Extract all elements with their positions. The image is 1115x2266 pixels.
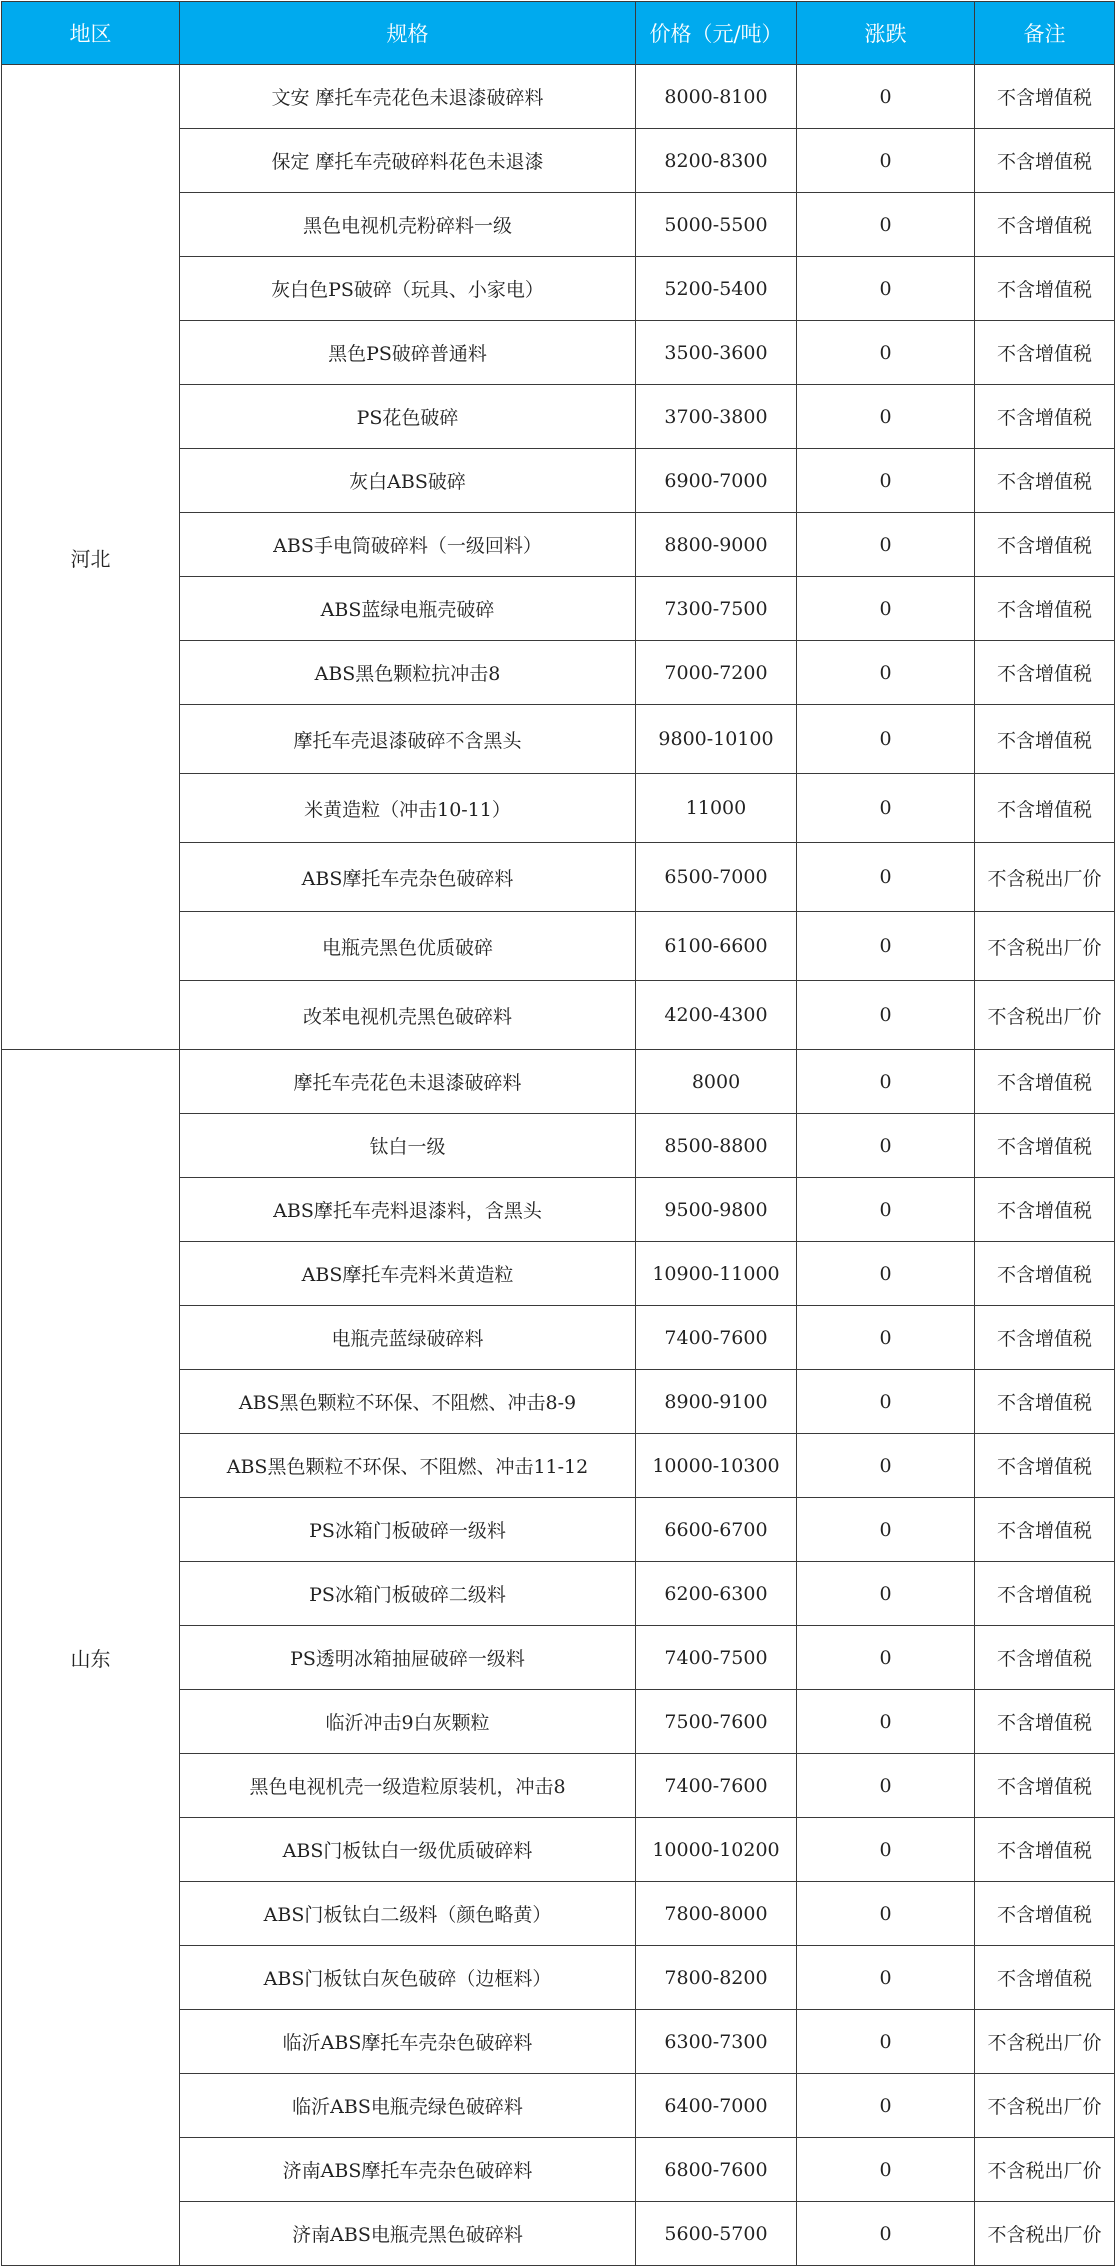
price-cell: 7800-8000 <box>636 1882 797 1946</box>
change-cell: 0 <box>797 2202 975 2266</box>
change-cell: 0 <box>797 1498 975 1562</box>
note-cell: 不含增值税 <box>975 65 1115 129</box>
note-cell: 不含增值税 <box>975 129 1115 193</box>
note-cell: 不含增值税 <box>975 1114 1115 1178</box>
price-cell: 8900-9100 <box>636 1370 797 1434</box>
spec-cell: 黑色电视机壳一级造粒原装机，冲击8 <box>180 1754 636 1818</box>
note-cell: 不含增值税 <box>975 1306 1115 1370</box>
price-cell: 7400-7600 <box>636 1754 797 1818</box>
price-cell: 8000-8100 <box>636 65 797 129</box>
change-cell: 0 <box>797 449 975 513</box>
change-cell: 0 <box>797 577 975 641</box>
note-cell: 不含增值税 <box>975 577 1115 641</box>
change-cell: 0 <box>797 1818 975 1882</box>
change-cell: 0 <box>797 321 975 385</box>
price-cell: 8200-8300 <box>636 129 797 193</box>
price-cell: 10000-10300 <box>636 1434 797 1498</box>
note-cell: 不含增值税 <box>975 321 1115 385</box>
spec-cell: ABS蓝绿电瓶壳破碎 <box>180 577 636 641</box>
price-cell: 9500-9800 <box>636 1178 797 1242</box>
note-cell: 不含增值税 <box>975 449 1115 513</box>
note-cell: 不含增值税 <box>975 193 1115 257</box>
price-cell: 11000 <box>636 774 797 843</box>
spec-cell: ABS黑色颗粒抗冲击8 <box>180 641 636 705</box>
table-header <box>2 2 1115 65</box>
note-cell: 不含增值税 <box>975 513 1115 577</box>
spec-cell: 黑色电视机壳粉碎料一级 <box>180 193 636 257</box>
change-cell: 0 <box>797 641 975 705</box>
change-cell: 0 <box>797 1690 975 1754</box>
spec-cell: 保定 摩托车壳破碎料花色未退漆 <box>180 129 636 193</box>
table-row <box>2 1050 1115 1114</box>
price-cell: 5000-5500 <box>636 193 797 257</box>
note-cell: 不含增值税 <box>975 1370 1115 1434</box>
change-cell: 0 <box>797 1882 975 1946</box>
spec-cell: 米黄造粒（冲击10-11） <box>180 774 636 843</box>
change-cell: 0 <box>797 1626 975 1690</box>
price-cell: 6500-7000 <box>636 843 797 912</box>
price-cell: 6300-7300 <box>636 2010 797 2074</box>
change-cell: 0 <box>797 1434 975 1498</box>
spec-cell: 钛白一级 <box>180 1114 636 1178</box>
price-cell: 8800-9000 <box>636 513 797 577</box>
region-cell: 河北 <box>2 65 180 1050</box>
note-cell: 不含增值税 <box>975 1818 1115 1882</box>
region-cell: 山东 <box>2 1050 180 2266</box>
price-cell: 7400-7500 <box>636 1626 797 1690</box>
change-cell: 0 <box>797 129 975 193</box>
spec-cell: ABS门板钛白一级优质破碎料 <box>180 1818 636 1882</box>
price-cell: 8500-8800 <box>636 1114 797 1178</box>
note-cell: 不含税出厂价 <box>975 2202 1115 2266</box>
header-row <box>2 2 1115 65</box>
price-cell: 5200-5400 <box>636 257 797 321</box>
change-cell: 0 <box>797 1178 975 1242</box>
price-cell: 8000 <box>636 1050 797 1114</box>
change-cell: 0 <box>797 1242 975 1306</box>
spec-cell: 灰白ABS破碎 <box>180 449 636 513</box>
change-cell: 0 <box>797 513 975 577</box>
spec-cell: ABS摩托车壳料退漆料，含黑头 <box>180 1178 636 1242</box>
change-cell: 0 <box>797 705 975 774</box>
table-body <box>2 65 1115 2266</box>
note-cell: 不含增值税 <box>975 1242 1115 1306</box>
spec-cell: ABS摩托车壳料米黄造粒 <box>180 1242 636 1306</box>
note-cell: 不含增值税 <box>975 1690 1115 1754</box>
note-cell: 不含增值税 <box>975 1882 1115 1946</box>
note-cell: 不含税出厂价 <box>975 981 1115 1050</box>
price-cell: 6100-6600 <box>636 912 797 981</box>
note-cell: 不含增值税 <box>975 1754 1115 1818</box>
price-cell: 9800-10100 <box>636 705 797 774</box>
note-cell: 不含税出厂价 <box>975 2138 1115 2202</box>
price-cell: 7000-7200 <box>636 641 797 705</box>
spec-cell: PS冰箱门板破碎一级料 <box>180 1498 636 1562</box>
spec-cell: ABS摩托车壳杂色破碎料 <box>180 843 636 912</box>
spec-cell: 改苯电视机壳黑色破碎料 <box>180 981 636 1050</box>
spec-cell: 摩托车壳退漆破碎不含黑头 <box>180 705 636 774</box>
spec-cell: 摩托车壳花色未退漆破碎料 <box>180 1050 636 1114</box>
price-table <box>1 1 1115 2266</box>
change-cell: 0 <box>797 257 975 321</box>
note-cell: 不含增值税 <box>975 385 1115 449</box>
header-price: 价格（元/吨） <box>636 2 797 65</box>
price-cell: 7500-7600 <box>636 1690 797 1754</box>
change-cell: 0 <box>797 843 975 912</box>
note-cell: 不含增值税 <box>975 774 1115 843</box>
note-cell: 不含增值税 <box>975 1498 1115 1562</box>
header-note: 备注 <box>975 2 1115 65</box>
change-cell: 0 <box>797 774 975 843</box>
header-change: 涨跌 <box>797 2 975 65</box>
change-cell: 0 <box>797 385 975 449</box>
note-cell: 不含税出厂价 <box>975 843 1115 912</box>
spec-cell: 灰白色PS破碎（玩具、小家电） <box>180 257 636 321</box>
price-cell: 10900-11000 <box>636 1242 797 1306</box>
change-cell: 0 <box>797 1946 975 2010</box>
spec-cell: 济南ABS摩托车壳杂色破碎料 <box>180 2138 636 2202</box>
spec-cell: PS冰箱门板破碎二级料 <box>180 1562 636 1626</box>
note-cell: 不含增值税 <box>975 1434 1115 1498</box>
note-cell: 不含税出厂价 <box>975 912 1115 981</box>
note-cell: 不含增值税 <box>975 1626 1115 1690</box>
note-cell: 不含税出厂价 <box>975 2074 1115 2138</box>
change-cell: 0 <box>797 1562 975 1626</box>
change-cell: 0 <box>797 1050 975 1114</box>
header-region: 地区 <box>2 2 180 65</box>
change-cell: 0 <box>797 2138 975 2202</box>
spec-cell: ABS黑色颗粒不环保、不阻燃、冲击11-12 <box>180 1434 636 1498</box>
note-cell: 不含增值税 <box>975 1050 1115 1114</box>
price-cell: 7800-8200 <box>636 1946 797 2010</box>
change-cell: 0 <box>797 2010 975 2074</box>
spec-cell: ABS手电筒破碎料（一级回料） <box>180 513 636 577</box>
spec-cell: 临沂冲击9白灰颗粒 <box>180 1690 636 1754</box>
note-cell: 不含增值税 <box>975 1946 1115 2010</box>
spec-cell: ABS门板钛白二级料（颜色略黄） <box>180 1882 636 1946</box>
spec-cell: 济南ABS电瓶壳黑色破碎料 <box>180 2202 636 2266</box>
price-cell: 10000-10200 <box>636 1818 797 1882</box>
note-cell: 不含增值税 <box>975 705 1115 774</box>
price-cell: 3700-3800 <box>636 385 797 449</box>
price-cell: 6800-7600 <box>636 2138 797 2202</box>
note-cell: 不含增值税 <box>975 257 1115 321</box>
spec-cell: ABS门板钛白灰色破碎（边框料） <box>180 1946 636 2010</box>
note-cell: 不含增值税 <box>975 1178 1115 1242</box>
spec-cell: 文安 摩托车壳花色未退漆破碎料 <box>180 65 636 129</box>
price-cell: 6900-7000 <box>636 449 797 513</box>
price-cell: 6400-7000 <box>636 2074 797 2138</box>
spec-cell: 黑色PS破碎普通料 <box>180 321 636 385</box>
spec-cell: 临沂ABS摩托车壳杂色破碎料 <box>180 2010 636 2074</box>
change-cell: 0 <box>797 2074 975 2138</box>
spec-cell: PS花色破碎 <box>180 385 636 449</box>
change-cell: 0 <box>797 912 975 981</box>
spec-cell: 临沂ABS电瓶壳绿色破碎料 <box>180 2074 636 2138</box>
spec-cell: 电瓶壳蓝绿破碎料 <box>180 1306 636 1370</box>
change-cell: 0 <box>797 65 975 129</box>
header-spec: 规格 <box>180 2 636 65</box>
price-cell: 7300-7500 <box>636 577 797 641</box>
change-cell: 0 <box>797 1370 975 1434</box>
change-cell: 0 <box>797 1754 975 1818</box>
table-row <box>2 65 1115 129</box>
note-cell: 不含增值税 <box>975 1562 1115 1626</box>
price-cell: 5600-5700 <box>636 2202 797 2266</box>
price-cell: 4200-4300 <box>636 981 797 1050</box>
price-cell: 3500-3600 <box>636 321 797 385</box>
price-cell: 6600-6700 <box>636 1498 797 1562</box>
spec-cell: ABS黑色颗粒不环保、不阻燃、冲击8-9 <box>180 1370 636 1434</box>
change-cell: 0 <box>797 1306 975 1370</box>
note-cell: 不含增值税 <box>975 641 1115 705</box>
note-cell: 不含税出厂价 <box>975 2010 1115 2074</box>
price-cell: 7400-7600 <box>636 1306 797 1370</box>
change-cell: 0 <box>797 981 975 1050</box>
spec-cell: 电瓶壳黑色优质破碎 <box>180 912 636 981</box>
change-cell: 0 <box>797 193 975 257</box>
change-cell: 0 <box>797 1114 975 1178</box>
price-cell: 6200-6300 <box>636 1562 797 1626</box>
spec-cell: PS透明冰箱抽屉破碎一级料 <box>180 1626 636 1690</box>
